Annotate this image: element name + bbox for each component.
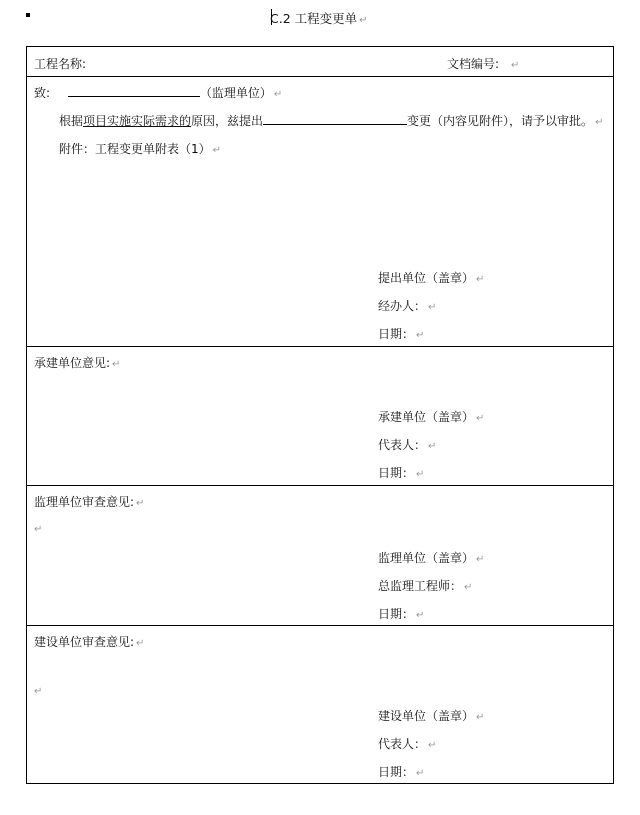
doc-number-label: 文档编号: ↵ xyxy=(447,57,520,71)
reason-underlined: 项目实施实际需求的 xyxy=(83,114,192,128)
supervisor-unit-blank[interactable] xyxy=(68,86,200,97)
owner-opinion-heading[interactable]: 建设单位审查意见: ↵ xyxy=(34,635,145,649)
supervisor-opinion-heading[interactable]: 监理单位审查意见: ↵ xyxy=(34,495,145,509)
empty-paragraph[interactable]: ↵ xyxy=(34,524,43,535)
proposer-handler[interactable]: 经办人： ↵ xyxy=(378,299,437,313)
contractor-representative[interactable]: 代表人： ↵ xyxy=(378,438,437,452)
empty-paragraph[interactable]: ↵ xyxy=(34,686,43,697)
request-body-text[interactable]: 根据项目实施实际需求的原因，兹提出 变更（内容见附件），请予以审批。 ↵ xyxy=(59,114,604,128)
contractor-unit-stamp[interactable]: 承建单位（盖章） ↵ xyxy=(378,410,485,424)
proposer-date[interactable]: 日期： ↵ xyxy=(378,327,425,341)
project-name-label: 工程名称: xyxy=(34,57,87,71)
proposer-unit-stamp[interactable]: 提出单位（盖章） ↵ xyxy=(378,271,485,285)
owner-unit-stamp[interactable]: 建设单位（盖章） ↵ xyxy=(378,709,485,723)
contractor-opinion-heading[interactable]: 承建单位意见: ↵ xyxy=(34,356,121,370)
owner-date[interactable]: 日期： ↵ xyxy=(378,765,425,779)
change-item-blank[interactable] xyxy=(263,114,407,125)
supervisor-unit-stamp[interactable]: 监理单位（盖章） ↵ xyxy=(378,551,485,565)
change-order-table xyxy=(26,46,614,784)
row-divider xyxy=(27,625,613,626)
row-divider xyxy=(27,346,613,347)
row-divider xyxy=(27,485,613,486)
contractor-date[interactable]: 日期： ↵ xyxy=(378,466,425,480)
chief-supervisor[interactable]: 总监理工程师： ↵ xyxy=(378,579,473,593)
bullet-marker xyxy=(26,13,30,17)
to-line[interactable]: 致: （监理单位） ↵ xyxy=(34,86,283,100)
document-title[interactable]: C.2 工程变更单 ↵ xyxy=(270,11,368,26)
supervisor-date[interactable]: 日期： ↵ xyxy=(378,607,425,621)
row-divider xyxy=(27,76,613,77)
owner-representative[interactable]: 代表人： ↵ xyxy=(378,737,437,751)
attachment-line[interactable]: 附件：工程变更单附表（1） ↵ xyxy=(59,142,222,156)
